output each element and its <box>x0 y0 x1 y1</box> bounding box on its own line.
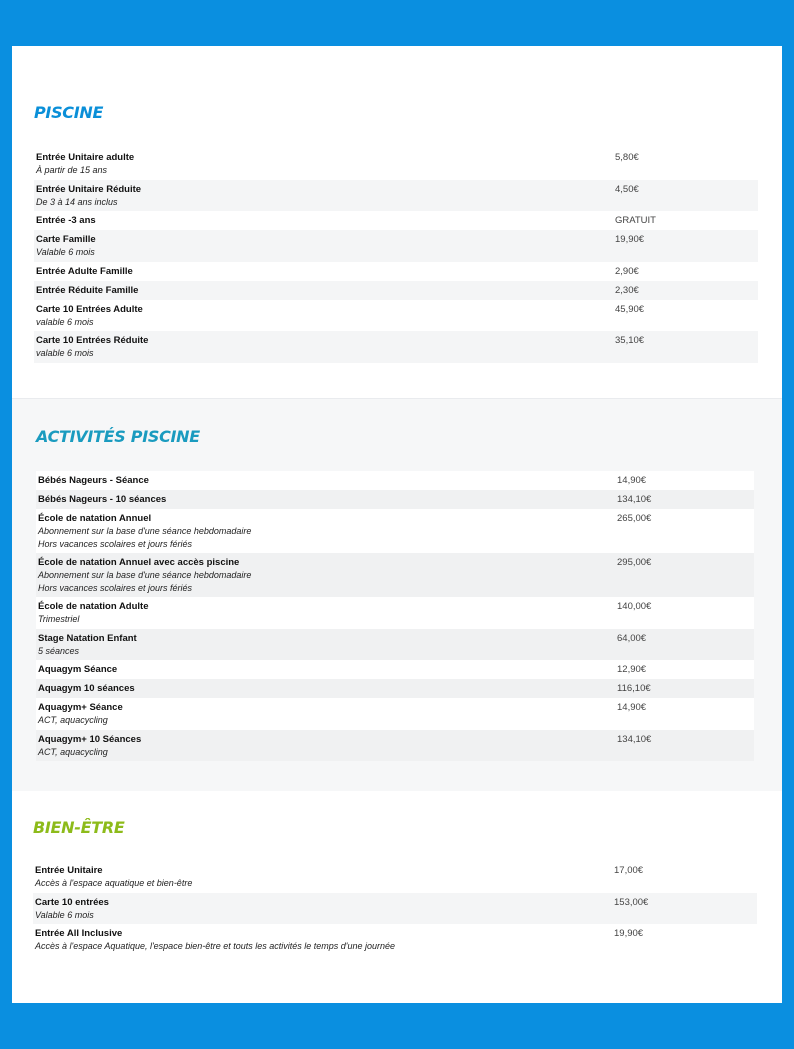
item-cell <box>33 924 612 956</box>
item-price: GRATUIT <box>615 215 656 226</box>
item-price: 35,10€ <box>615 335 645 346</box>
item-title: École de natation Annuel avec accès piscine <box>38 557 240 568</box>
item-price: 295,00€ <box>617 557 652 568</box>
item-title: École de natation Adulte <box>38 601 149 612</box>
section-heading-piscine: PISCINE <box>34 103 104 122</box>
item-description: À partir de 15 ans <box>36 165 108 175</box>
item-price: 2,30€ <box>615 284 639 296</box>
pricing-card <box>12 46 782 1003</box>
item-title: Entrée Unitaire <box>35 865 103 876</box>
table-row <box>33 893 757 925</box>
price-cell <box>615 553 754 597</box>
item-title: Entrée Unitaire adulte <box>36 152 135 163</box>
item-cell <box>33 861 612 893</box>
item-cell <box>33 893 612 925</box>
price-cell <box>613 211 758 230</box>
item-cell <box>36 730 615 762</box>
section-heading-activites: ACTIVITÉS PISCINE <box>36 427 200 446</box>
item-cell <box>36 679 615 698</box>
item-price: 19,90€ <box>615 234 645 245</box>
table-activites <box>36 471 754 761</box>
table-row <box>36 471 754 490</box>
item-price: 64,00€ <box>617 632 647 644</box>
table-row <box>36 629 754 661</box>
item-price: 134,10€ <box>617 494 652 505</box>
item-title: Bébés Nageurs - Séance <box>38 475 149 486</box>
section-piscine <box>12 46 782 398</box>
table-row <box>33 861 757 893</box>
item-description: valable 6 mois <box>36 348 94 358</box>
item-title: Entrée -3 ans <box>36 215 96 226</box>
item-price: 2,90€ <box>615 265 639 277</box>
price-cell <box>613 331 758 363</box>
item-cell <box>34 230 613 262</box>
item-description: ACT, aquacycling <box>38 746 108 757</box>
item-price: 134,10€ <box>617 733 652 745</box>
item-description: 5 séances <box>38 645 80 656</box>
item-title: Stage Natation Enfant <box>38 632 137 644</box>
item-cell <box>36 698 615 730</box>
item-title: Carte 10 Entrées Adulte <box>36 303 143 315</box>
item-description: Valable 6 mois <box>35 909 94 920</box>
table-row <box>34 300 758 332</box>
item-description: Accès à l'espace Aquatique, l'espace bien-être et touts les activités le temps d'une journée <box>35 941 396 951</box>
item-description: ACT, aquacycling <box>38 715 108 725</box>
item-cell <box>36 629 615 661</box>
price-cell <box>615 629 754 661</box>
item-title: Aquagym 10 séances <box>38 683 135 694</box>
item-price: 116,10€ <box>617 683 651 694</box>
table-row <box>34 211 758 230</box>
item-price: 14,90€ <box>617 475 647 486</box>
item-title: Bébés Nageurs - 10 séances <box>38 494 167 505</box>
table-row <box>34 230 758 262</box>
table-row <box>36 597 754 629</box>
section-heading-bienetre: BIEN-ÊTRE <box>33 818 125 837</box>
table-row <box>33 924 757 956</box>
item-price: 12,90€ <box>617 664 647 675</box>
item-title: École de natation Annuel <box>38 513 152 524</box>
item-description: Hors vacances scolaires et jours fériés <box>38 538 193 549</box>
item-cell <box>34 331 613 363</box>
price-cell <box>615 698 754 730</box>
item-price: 4,50€ <box>615 183 639 195</box>
item-description: valable 6 mois <box>36 316 94 327</box>
price-cell <box>615 660 754 679</box>
price-cell <box>615 471 754 490</box>
table-row <box>34 262 758 281</box>
item-title: Aquagym Séance <box>38 664 118 675</box>
price-cell <box>613 148 758 180</box>
item-cell <box>36 597 615 629</box>
table-row <box>36 490 754 509</box>
item-description: Abonnement sur la base d'une séance hebdomadaire <box>38 526 252 536</box>
price-cell <box>612 924 757 956</box>
item-description: Valable 6 mois <box>36 247 95 257</box>
item-price: 14,90€ <box>617 702 647 713</box>
item-title: Carte Famille <box>36 234 96 245</box>
table-row <box>36 730 754 762</box>
item-cell <box>34 262 613 281</box>
price-cell <box>612 893 757 925</box>
item-title: Aquagym+ Séance <box>38 702 123 713</box>
item-price: 5,80€ <box>615 152 639 163</box>
item-cell <box>34 148 613 180</box>
item-description: Accès à l'espace aquatique et bien-être <box>35 878 193 888</box>
item-cell <box>36 490 615 509</box>
item-cell <box>34 180 613 212</box>
item-title: Entrée All Inclusive <box>35 928 123 939</box>
table-row <box>34 331 758 363</box>
price-cell <box>615 679 754 698</box>
item-cell <box>34 300 613 332</box>
price-cell <box>613 230 758 262</box>
table-row <box>36 698 754 730</box>
price-cell <box>615 509 754 553</box>
item-cell <box>36 471 615 490</box>
price-cell <box>612 861 757 893</box>
item-title: Aquagym+ 10 Séances <box>38 733 142 745</box>
table-row <box>36 679 754 698</box>
table-row <box>34 281 758 300</box>
price-cell <box>613 262 758 281</box>
item-title: Entrée Réduite Famille <box>36 284 139 296</box>
item-description: De 3 à 14 ans inclus <box>36 196 118 207</box>
price-cell <box>613 300 758 332</box>
table-row <box>36 660 754 679</box>
item-title: Entrée Adulte Famille <box>36 265 133 277</box>
price-cell <box>615 597 754 629</box>
table-piscine <box>34 148 758 363</box>
table-row <box>34 148 758 180</box>
table-row <box>34 180 758 212</box>
item-title: Carte 10 entrées <box>35 896 109 908</box>
table-row <box>36 553 754 597</box>
item-cell <box>36 509 615 553</box>
item-title: Entrée Unitaire Réduite <box>36 183 142 195</box>
price-cell <box>615 490 754 509</box>
price-cell <box>613 281 758 300</box>
section-activites <box>12 398 782 792</box>
item-price: 17,00€ <box>614 865 644 876</box>
item-price: 19,90€ <box>614 928 644 939</box>
table-bienetre <box>33 861 757 956</box>
item-cell <box>34 211 613 230</box>
item-price: 153,00€ <box>614 896 649 908</box>
section-bienetre <box>12 791 782 1003</box>
price-cell <box>613 180 758 212</box>
item-price: 265,00€ <box>617 513 652 524</box>
price-cell <box>615 730 754 762</box>
item-description: Hors vacances scolaires et jours fériés <box>38 582 193 593</box>
table-row <box>36 509 754 553</box>
item-price: 140,00€ <box>617 601 652 612</box>
item-cell <box>34 281 613 300</box>
item-cell <box>36 553 615 597</box>
item-cell <box>36 660 615 679</box>
item-description: Abonnement sur la base d'une séance hebdomadaire <box>38 570 252 580</box>
item-title: Carte 10 Entrées Réduite <box>36 335 149 346</box>
item-description: Trimestriel <box>38 614 80 624</box>
item-price: 45,90€ <box>615 303 645 315</box>
